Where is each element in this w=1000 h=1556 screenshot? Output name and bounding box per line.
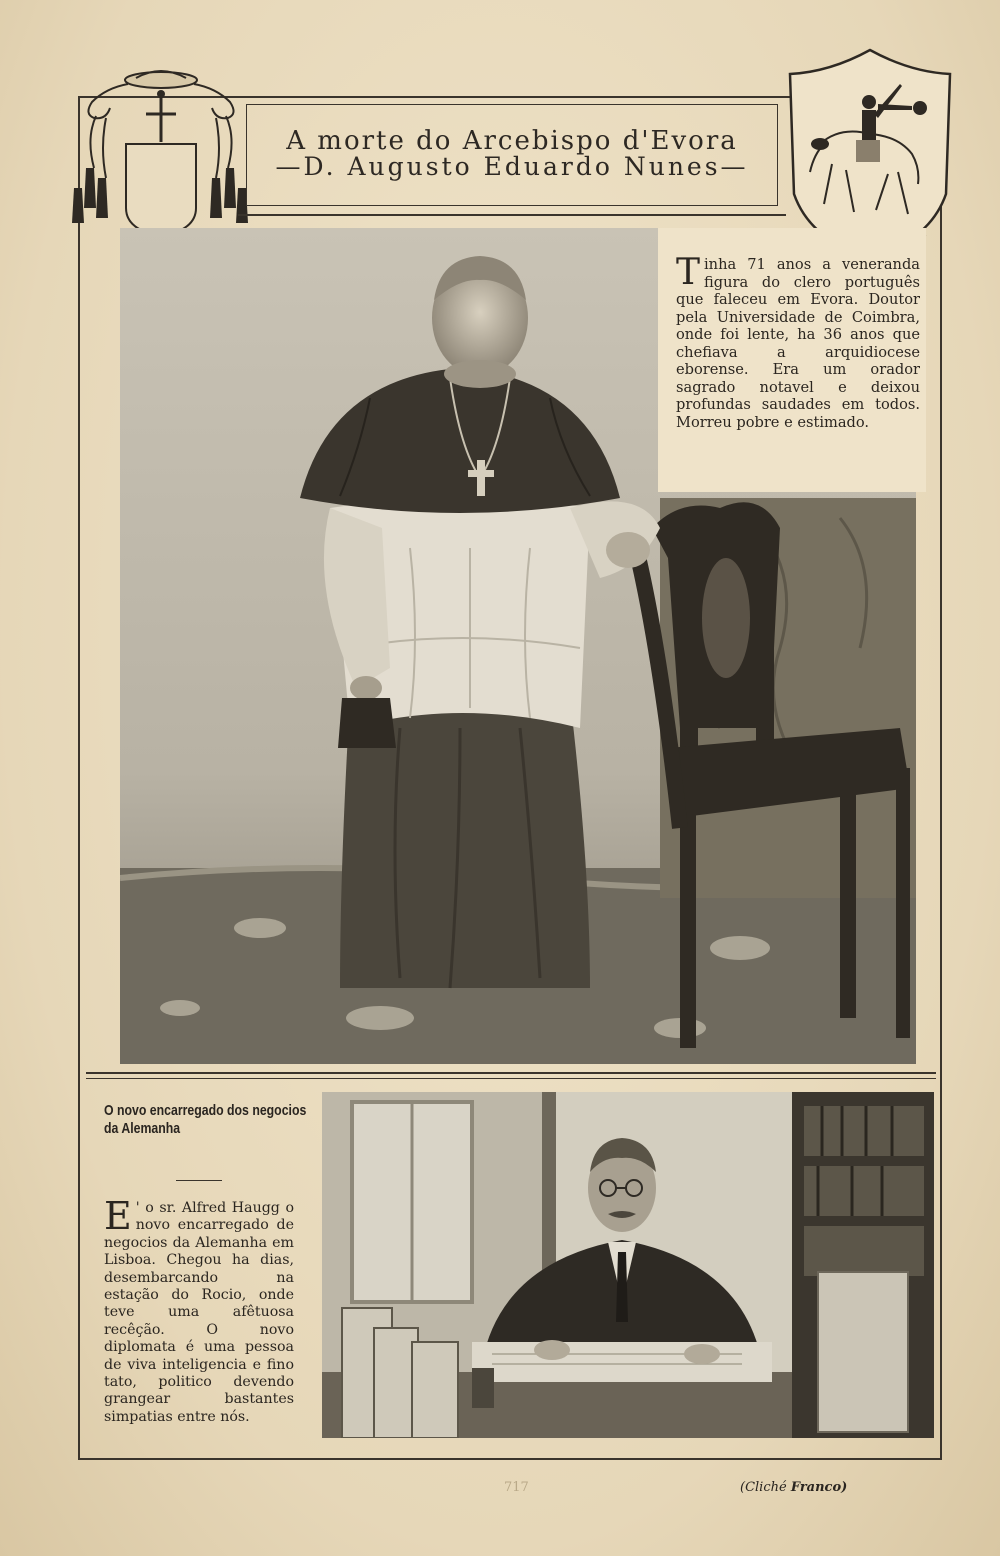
photo-credit [740, 1480, 847, 1495]
article-subtitle: —D. Augusto Eduardo Nunes— [275, 152, 749, 181]
secondary-dropcap: E [104, 1194, 132, 1238]
section-divider-thin [86, 1078, 936, 1079]
secondary-heading: O novo encarregado dos negocios da Alemanha [104, 1102, 307, 1137]
article-body-text: inha 71 anos a veneranda figura do clero português que faleceu em Evora. Doutor pela Universidade de Coimbra, onde foi lente, ha 36 anos que chefiava a arquidiocese eborense. Era um orador sagrado notavel e deixou profundas saudades em todos. Morreu pobre e estimado. [676, 256, 920, 431]
diplomat-photograph [322, 1092, 934, 1438]
page-number: 717 [504, 1480, 529, 1495]
article-dropcap: T [676, 252, 701, 293]
article-body [676, 252, 920, 431]
photo-credit-name: Franco) [790, 1480, 848, 1495]
section-divider [86, 1072, 936, 1074]
photo-credit-label: (Cliché [740, 1480, 787, 1495]
secondary-body [104, 1194, 294, 1426]
secondary-body-text: ' o sr. Alfred Haugg o novo encarregado de negocios da Alemanha em Lisboa. Chegou ha dias, desembarcando na estação do Rocio, onde teve uma afêtuosa recêção. O novo diplomata é uma pessoa de viva inteligencia e fino tato, politico devendo grangear bastantes simpatias entre nós. [104, 1200, 294, 1425]
archbishop-crest-icon [66, 58, 256, 248]
short-rule [176, 1180, 222, 1181]
article-title: A morte do Arcebispo d'Evora [286, 126, 738, 156]
